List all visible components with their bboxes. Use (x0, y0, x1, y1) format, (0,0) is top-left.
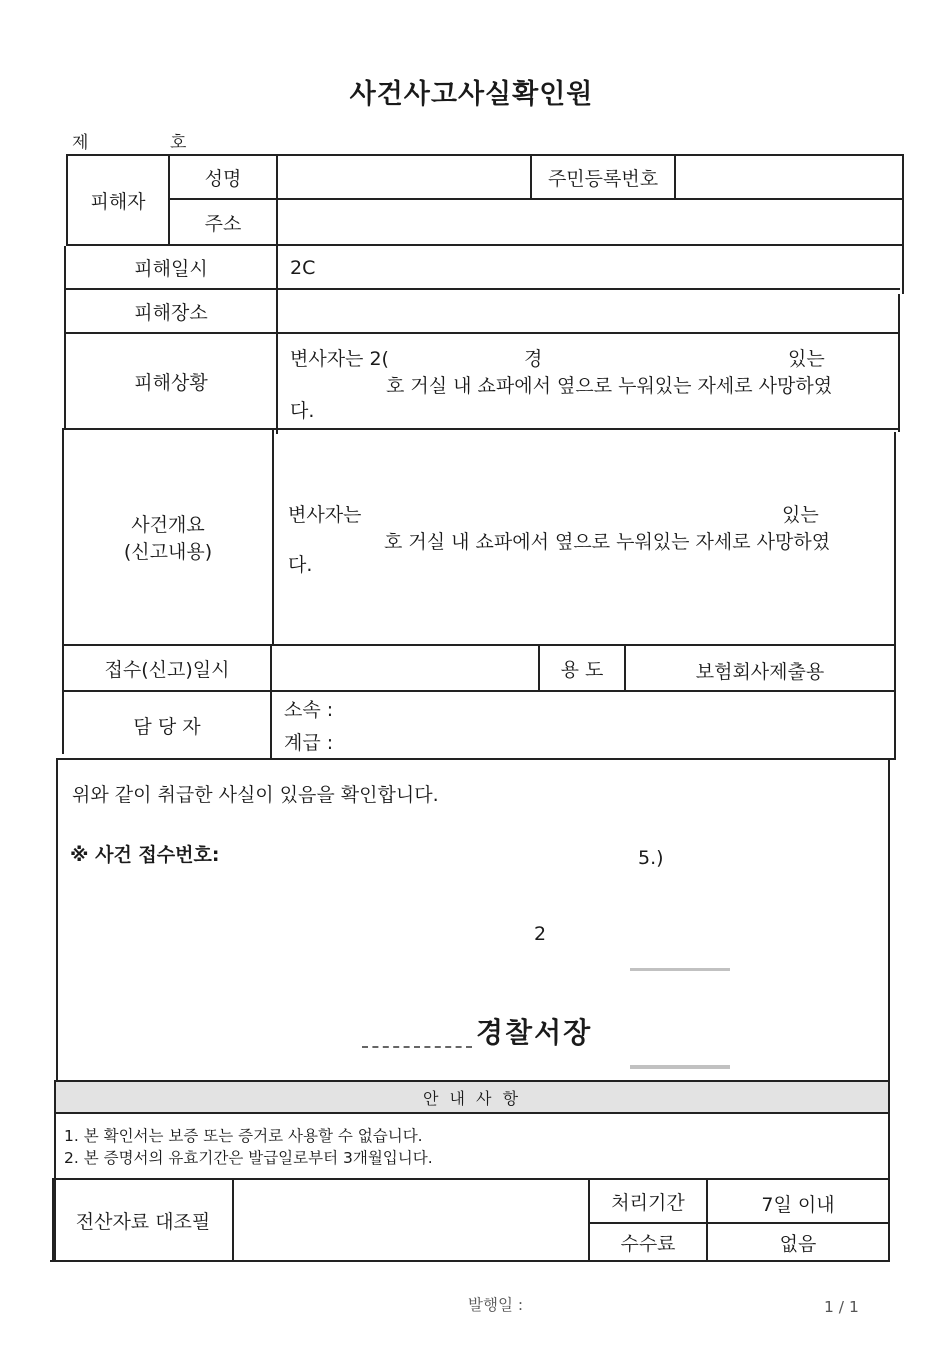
incident-summary-label (64, 430, 272, 644)
station-name-redacted (362, 1028, 472, 1048)
official-seal (630, 968, 730, 1069)
damage-situation-line1-a: 변사자는 2( (290, 348, 389, 370)
doc-number-prefix: 제 (72, 133, 89, 153)
officer-label: 담 당 자 (133, 715, 201, 738)
damage-situation-line1-c: 있는 (788, 348, 825, 370)
doc-number-suffix: 호 (170, 133, 187, 153)
purpose-value: 보험회사제출용 (695, 660, 825, 683)
report-datetime-value (272, 646, 538, 690)
damage-situation-label: 피해상황 (134, 371, 208, 394)
name-value (278, 156, 530, 198)
incident-summary-line1-c: 있는 (782, 504, 819, 526)
case-number-value: 5.) (638, 847, 664, 869)
report-datetime-label: 접수(신고)일시 (104, 658, 230, 681)
incident-summary-label-line2: (신고내용) (123, 541, 213, 563)
address-value (278, 200, 902, 244)
officer-affiliation-label: 소속 : (284, 699, 334, 721)
case-number-label: ※ 사건 접수번호: (70, 844, 220, 866)
officer-rank-label: 계급 : (284, 732, 334, 754)
notice-header: 안 내 사 항 (422, 1088, 522, 1108)
fee-label: 수수료 (620, 1232, 676, 1255)
damage-situation-line3: 다. (290, 400, 315, 422)
damage-place-label: 피해장소 (134, 301, 208, 324)
incident-summary-line3: 다. (288, 554, 313, 576)
notice-item-1: 1. 본 확인서는 보증 또는 증거로 사용할 수 없습니다. (64, 1127, 423, 1145)
issue-date-partial: 2 (534, 923, 547, 945)
incident-summary-label-line1: 사건개요 (131, 514, 205, 536)
confirmation-text: 위와 같이 취급한 사실이 있음을 확인합니다. (72, 784, 439, 806)
data-check-label: 전산자료 대조필 (75, 1210, 211, 1233)
address-label: 주소 (204, 212, 242, 235)
station-chief-title: 경찰서장 (476, 1016, 593, 1049)
issue-date-label: 발행일 : (468, 1296, 524, 1314)
name-label: 성명 (204, 167, 242, 190)
document-title: 사건사고사실확인원 (349, 79, 594, 110)
incident-summary-line2: 호 거실 내 쇼파에서 옆으로 누워있는 자세로 사망하였 (384, 531, 831, 553)
resident-number-label: 주민등록번호 (547, 167, 659, 190)
notice-item-2: 2. 본 증명서의 유효기간은 발급일로부터 3개월입니다. (64, 1149, 433, 1167)
victim-label: 피해자 (90, 190, 146, 213)
damage-situation-line2: 호 거실 내 쇼파에서 옆으로 누워있는 자세로 사망하였 (386, 375, 833, 397)
page-indicator: 1 / 1 (824, 1298, 859, 1316)
purpose-label: 용 도 (560, 658, 604, 681)
incident-summary-line1-a: 변사자는 (288, 504, 362, 526)
damage-datetime-label: 피해일시 (134, 257, 208, 280)
processing-period-value: 7일 이내 (761, 1193, 835, 1216)
processing-period-label: 처리기간 (611, 1191, 685, 1214)
damage-situation-line1-b: 경 (524, 348, 543, 370)
damage-datetime-value: 2C (290, 257, 316, 279)
resident-number-value (676, 156, 902, 198)
fee-value: 없음 (779, 1232, 817, 1255)
